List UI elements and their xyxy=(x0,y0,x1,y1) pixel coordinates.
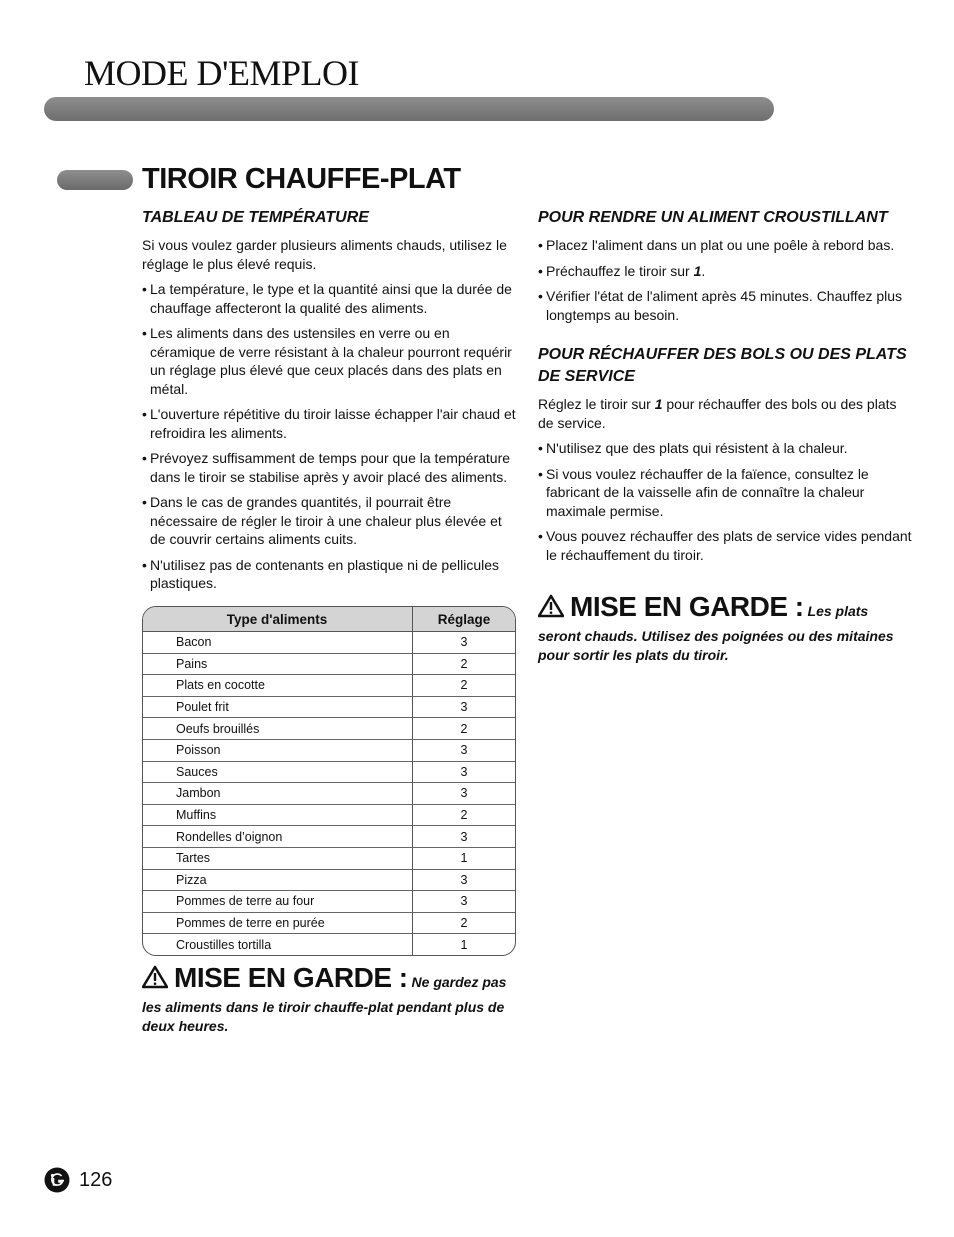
food-type-cell: Pommes de terre au four xyxy=(143,891,413,913)
food-type-cell: Bacon xyxy=(143,632,413,654)
setting-cell: 2 xyxy=(413,653,516,675)
right-column xyxy=(538,207,912,571)
food-type-cell: Pains xyxy=(143,653,413,675)
table-row xyxy=(143,891,515,913)
crisp-heading: POUR RENDRE UN ALIMENT CROUSTILLANT xyxy=(538,209,888,226)
list-item: • Dans le cas de grandes quantités, il pourrait être nécessaire de régler le tiroir à une chaleur plus élevée et de couvrir certains aliments cuits. xyxy=(142,493,516,549)
caution-hot-dishes xyxy=(538,591,914,665)
table-row xyxy=(143,783,515,805)
crisp-bullet-list xyxy=(538,236,912,324)
setting-cell: 2 xyxy=(413,804,516,826)
warm-dishes-heading: POUR RÉCHAUFFER DES BOLS OU DES PLATS DE SERVICE xyxy=(538,346,907,385)
setting-cell: 3 xyxy=(413,869,516,891)
intro-text: pour réchauffer des bols ou des plats de service. xyxy=(538,396,897,431)
setting-cell: 1 xyxy=(413,847,516,869)
caution-drawer-time xyxy=(142,962,518,1036)
setting-cell: 3 xyxy=(413,891,516,913)
warm-dishes-intro xyxy=(538,395,912,432)
caution-label: MISE EN GARDE : xyxy=(174,962,408,993)
list-item-tail: . xyxy=(701,262,706,279)
list-item xyxy=(538,236,912,255)
food-type-cell: Rondelles d’oignon xyxy=(143,826,413,848)
setting-cell: 3 xyxy=(413,632,516,654)
table-row xyxy=(143,847,515,869)
table-row xyxy=(143,718,515,740)
page-number: 126 xyxy=(79,1168,113,1191)
setting-cell: 2 xyxy=(413,675,516,697)
list-item: • Prévoyez suffisamment de temps pour que la température dans le tiroir se stabilise après y avoir placé des aliments. xyxy=(142,449,516,486)
setting-value: 1 xyxy=(654,396,663,412)
food-type-cell: Pizza xyxy=(143,869,413,891)
list-item-text: Préchauffez le tiroir sur xyxy=(546,262,694,279)
header-bar xyxy=(44,97,774,121)
caution-label: MISE EN GARDE : xyxy=(570,591,804,622)
food-type-cell: Poulet frit xyxy=(143,696,413,718)
table-row xyxy=(143,869,515,891)
temperature-table-heading: TABLEAU DE TEMPÉRATURE xyxy=(142,209,369,226)
setting-cell: 3 xyxy=(413,826,516,848)
table-row xyxy=(143,804,515,826)
food-type-cell: Croustilles tortilla xyxy=(143,934,413,955)
table-row xyxy=(143,761,515,783)
setting-cell: 2 xyxy=(413,912,516,934)
table-header-row xyxy=(143,607,515,632)
setting-cell: 3 xyxy=(413,761,516,783)
food-type-cell: Muffins xyxy=(143,804,413,826)
setting-cell: 3 xyxy=(413,696,516,718)
intro-text: Réglez le tiroir sur xyxy=(538,396,655,412)
list-item: • La température, le type et la quantité ainsi que la durée de chauffage affecteront la qualité des aliments. xyxy=(142,280,516,317)
food-type-cell: Sauces xyxy=(143,761,413,783)
food-type-cell: Tartes xyxy=(143,847,413,869)
list-item: • L'ouverture répétitive du tiroir laisse échapper l'air chaud et refroidira les aliments. xyxy=(142,405,516,442)
section-title: TIROIR CHAUFFE-PLAT xyxy=(142,163,461,195)
table-row xyxy=(143,934,515,955)
left-intro: Si vous voulez garder plusieurs aliments chauds, utilisez le réglage le plus élevé requis. xyxy=(142,237,507,272)
food-type-cell: Jambon xyxy=(143,783,413,805)
caution-body-text: les aliments dans le tiroir chauffe-plat pendant plus de deux heures. xyxy=(142,999,505,1034)
setting-cell: 1 xyxy=(460,937,468,952)
warm-dishes-bullet-list xyxy=(538,439,912,564)
warning-triangle-icon xyxy=(538,594,564,618)
setting-cell: 3 xyxy=(413,783,516,805)
table-row xyxy=(143,826,515,848)
table-row xyxy=(143,632,515,654)
lg-logo-icon xyxy=(44,1167,70,1193)
list-item xyxy=(538,262,912,281)
food-type-cell: Poisson xyxy=(143,739,413,761)
table-row xyxy=(143,653,515,675)
food-type-cell: Oeufs brouillés xyxy=(143,718,413,740)
list-item: • Si vous voulez réchauffer de la faïence, consultez le fabricant de la vaisselle afin de connaître la chaleur maximale permise. xyxy=(538,465,912,521)
caution-body-text: seront chauds. Utilisez des poignées ou des mitaines pour sortir les plats du tiroir. xyxy=(538,628,894,663)
left-bullet-list xyxy=(142,280,516,593)
left-column xyxy=(142,207,516,600)
document-title: MODE D'EMPLOI xyxy=(84,53,359,93)
list-item xyxy=(538,287,912,324)
table-row xyxy=(143,675,515,697)
warning-triangle-icon xyxy=(142,965,168,989)
list-item: • N'utilisez pas de contenants en plastique ni de pellicules plastiques. xyxy=(142,556,516,593)
list-item-text: Vérifier l'état de l'aliment après 45 minutes. Chauffez plus longtemps au besoin. xyxy=(546,288,903,323)
list-item: • N'utilisez que des plats qui résistent à la chaleur. xyxy=(538,439,912,458)
list-item: • Les aliments dans des ustensiles en verre ou en céramique de verre résistant à la chaleur pourront requérir un réglage plus élevé que ceux placés dans des plats en métal. xyxy=(142,324,516,398)
column-header-setting: Réglage xyxy=(413,607,516,632)
caution-lead-text: Ne gardez pas xyxy=(411,974,507,990)
setting-cell: 2 xyxy=(413,718,516,740)
temperature-table xyxy=(142,606,516,956)
table-row xyxy=(143,696,515,718)
food-type-cell: Plats en cocotte xyxy=(143,675,413,697)
list-item-text: Placez l'aliment dans un plat ou une poêle à rebord bas. xyxy=(546,237,895,253)
setting-cell: 3 xyxy=(413,739,516,761)
table-body xyxy=(143,632,515,955)
page-footer xyxy=(44,1166,112,1194)
list-item: • Vous pouvez réchauffer des plats de service vides pendant le réchauffement du tiroir. xyxy=(538,527,912,564)
table-row xyxy=(143,739,515,761)
setting-value: 1 xyxy=(693,262,702,279)
table-row xyxy=(143,912,515,934)
caution-lead-text: Les plats xyxy=(807,603,869,619)
food-type-cell: Pommes de terre en purée xyxy=(143,912,413,934)
section-marker xyxy=(57,170,133,190)
column-header-food-type: Type d'aliments xyxy=(143,607,413,632)
